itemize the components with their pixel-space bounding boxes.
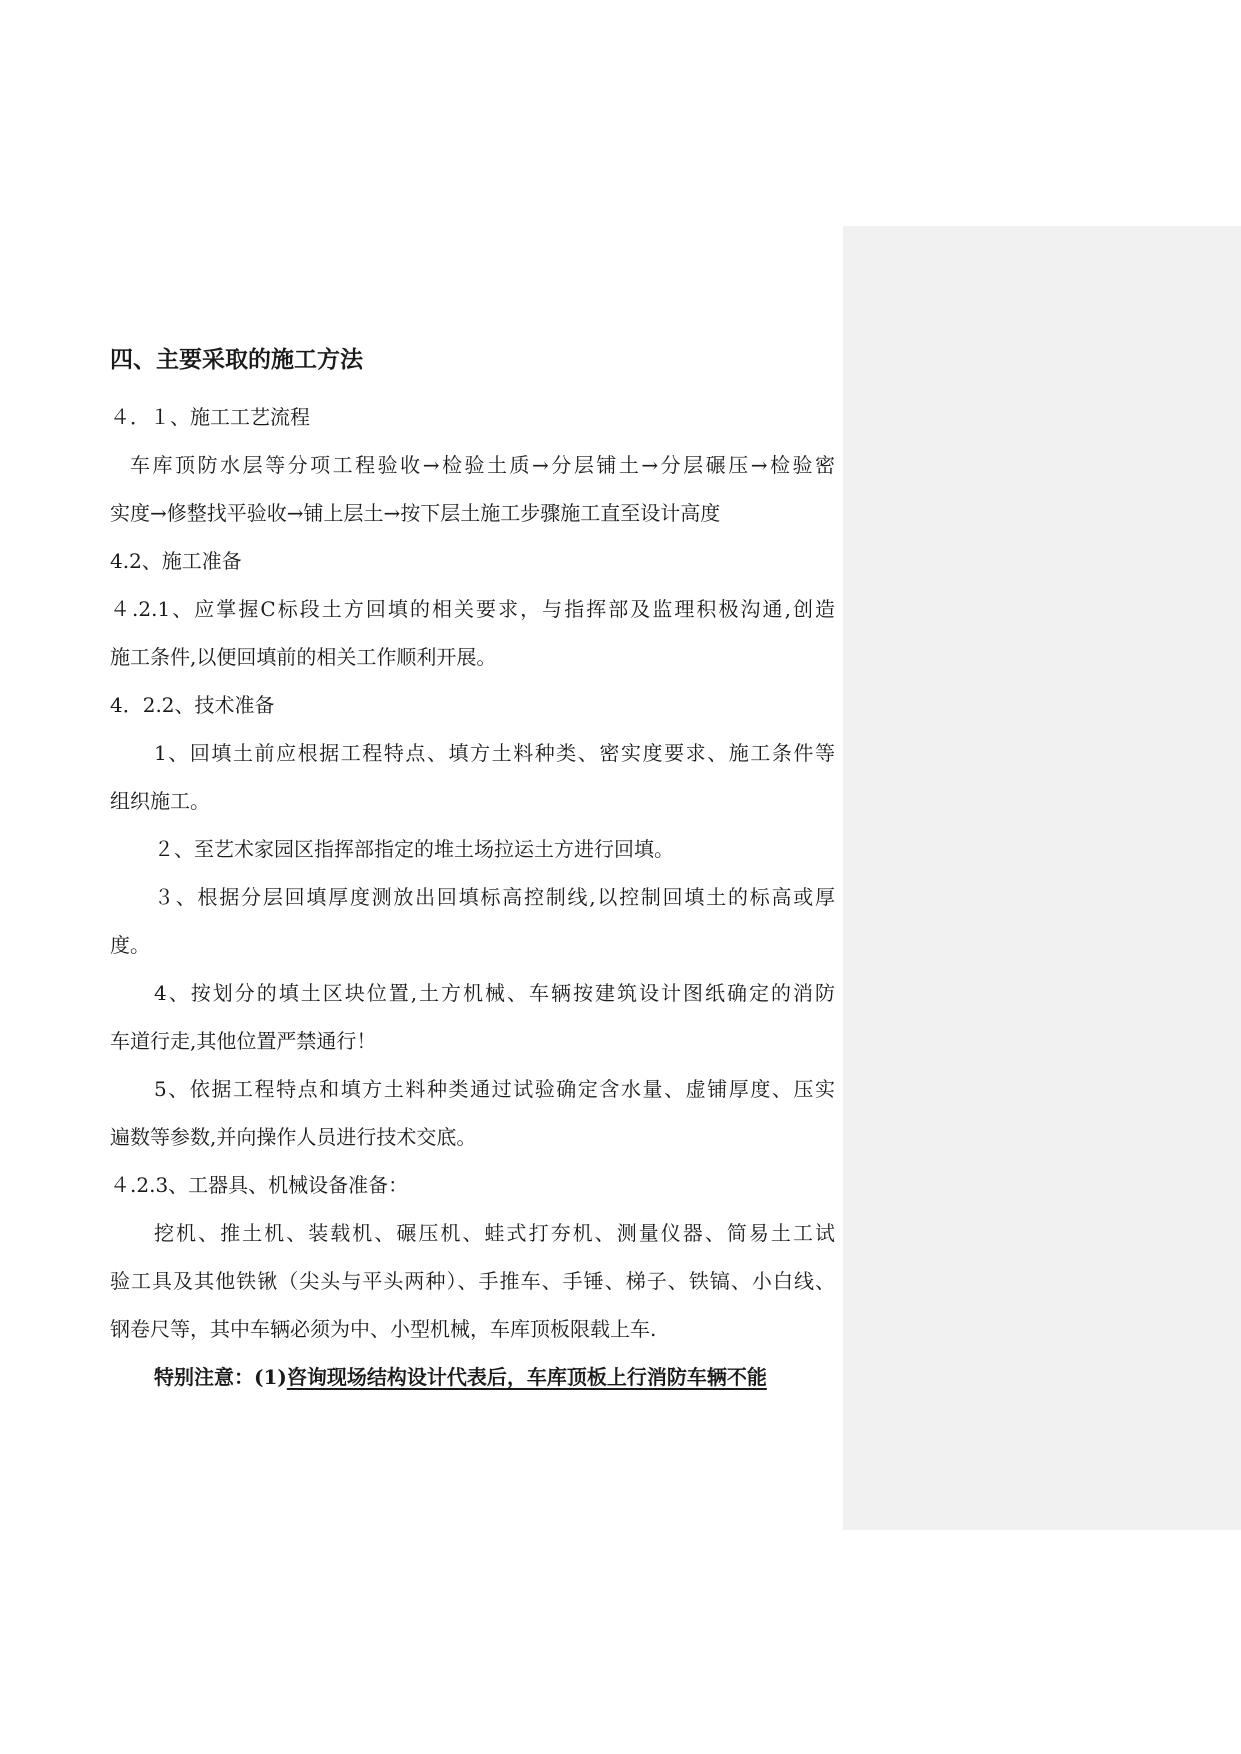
list-item-line: 5、依据工程特点和填方土料种类通过试验确定含水量、虚铺厚度、压实 [154,1077,835,1101]
list-item-line: 度。 [110,933,150,957]
paragraph-line: 验工具及其他铁锹（尖头与平头两种）、手推车、手锤、梯子、铁镐、小白线、 [110,1269,835,1293]
special-note-line [110,1364,835,1390]
special-note-text: 咨询现场结构设计代表后，车库顶板上行消防车辆不能 [286,1365,767,1389]
section-title: 四、主要采取的施工方法 [110,347,363,373]
list-item-line: 1、回填土前应根据工程特点、填方土料种类、密实度要求、施工条件等 [154,741,835,765]
paragraph-line: 挖机、推土机、装载机、碾压机、蛙式打夯机、测量仪器、简易土工试 [154,1221,835,1245]
list-item-line: ３、根据分层回填厚度测放出回填标高控制线,以控制回填土的标高或厚 [154,885,835,909]
list-item-line: 组织施工。 [110,789,210,813]
subsection-heading-4-1: ４．１、施工工艺流程 [110,405,310,429]
subsection-heading-4-2-3: ４.2.3、工器具、机械设备准备： [110,1173,409,1197]
paragraph-line: 钢卷尺等，其中车辆必须为中、小型机械，车库顶板限载上车. [110,1317,657,1341]
subsection-heading-4-2-2: 4．2.2、技术准备 [110,693,275,717]
subsection-heading-4-2: 4.2、施工准备 [110,549,242,573]
paragraph-line: 车库顶防水层等分项工程验收→检验土质→分层铺土→分层碾压→检验密 [130,453,835,477]
paragraph-line: 实度→修整找平验收→铺上层土→按下层土施工步骤施工直至设计高度 [110,501,721,525]
list-item-line: 车道行走,其他位置严禁通行！ [110,1029,377,1053]
special-note-label: 特别注意：(1) [154,1365,287,1389]
paragraph-line: ４.2.1、应掌握C标段土方回填的相关要求，与指挥部及监理积极沟通,创造 [110,597,835,621]
paragraph-line: 施工条件,以便回填前的相关工作顺利开展。 [110,645,497,669]
list-item-line: ２、至艺术家园区指挥部指定的堆土场拉运土方进行回填。 [154,837,674,861]
comment-margin-pane [843,226,1241,1530]
list-item-line: 遍数等参数,并向操作人员进行技术交底。 [110,1125,477,1149]
list-item-line: 4、按划分的填土区块位置,土方机械、车辆按建筑设计图纸确定的消防 [154,981,835,1005]
